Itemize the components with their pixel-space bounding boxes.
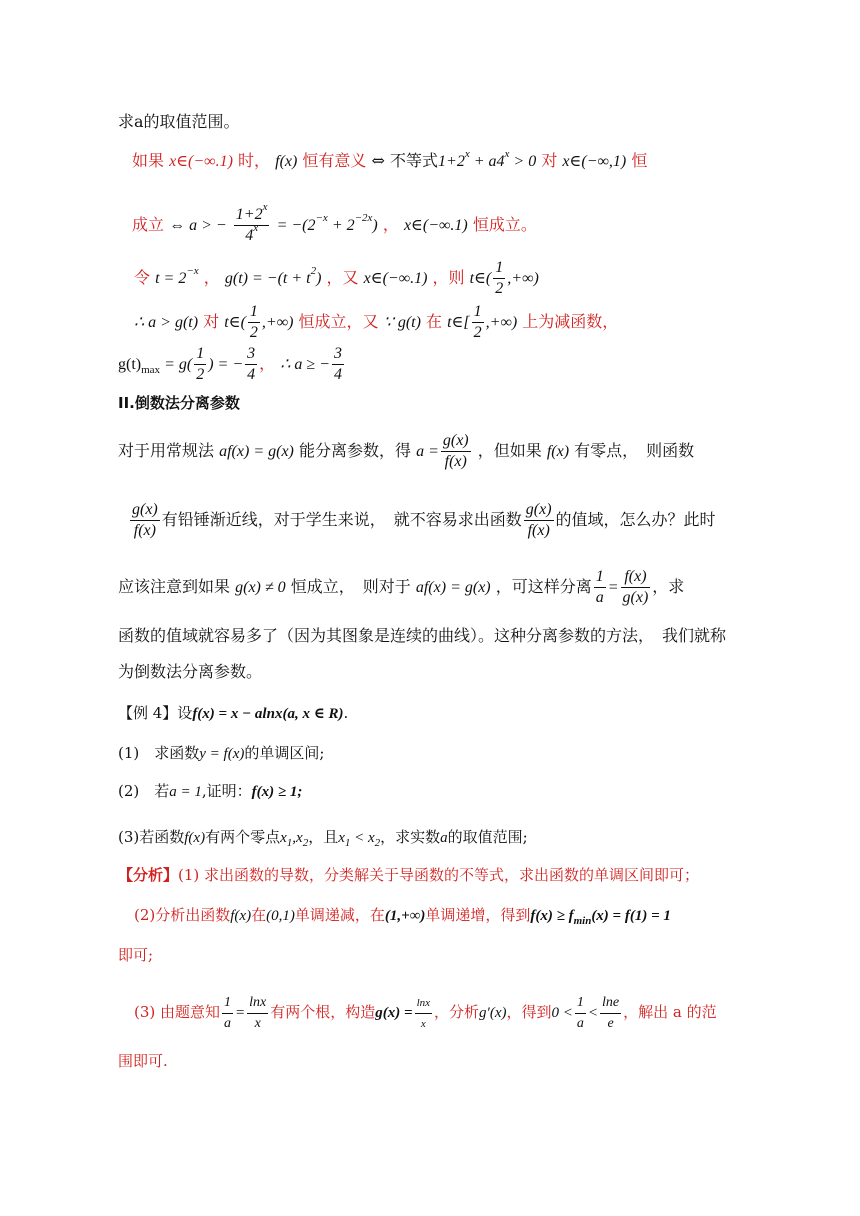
text-line [118, 111, 240, 133]
denominator: 2 [473, 324, 482, 341]
text: (1) 求出函数的导数，分类解关于导函数的不等式，求出函数的单调区间即可； [178, 866, 700, 884]
math-expression: t∈( [469, 270, 492, 287]
math-expression: f(x) [230, 908, 252, 924]
math-expression: af(x) = g(x) [415, 579, 491, 596]
fraction [594, 567, 606, 608]
math-expression: g(t) [118, 356, 142, 373]
math-expression: 1+2 [438, 153, 465, 170]
text: 恒有意义 [302, 151, 367, 170]
text: 如果 [132, 151, 165, 170]
fraction [234, 201, 270, 246]
denominator: 2 [495, 280, 504, 297]
paragraph-line: 为倒数法分离参数。 [118, 662, 263, 681]
text: 的值域，怎么办？此时 [555, 510, 716, 529]
subscript: 2 [302, 837, 309, 849]
subscript: 1 [344, 837, 351, 849]
question-3 [118, 826, 528, 849]
fraction [415, 993, 432, 1034]
math-expression: < x [350, 830, 375, 846]
math-expression: af(x) = g(x) [219, 443, 294, 460]
analysis-label: 【分析】 [118, 866, 179, 884]
numerator: 1 [222, 993, 233, 1014]
analysis-line [118, 864, 699, 886]
denominator: x [254, 1015, 261, 1031]
numerator: 1 [493, 258, 505, 279]
solution-line [118, 342, 346, 386]
math-expression: + a4 [469, 153, 505, 170]
superscript: x [504, 148, 510, 160]
text: 能分离参数，得 [298, 441, 411, 460]
text: ，求 [652, 577, 685, 596]
numerator: 3 [245, 344, 257, 365]
denominator: 4 [247, 366, 256, 383]
math-symbol: ⇔ [371, 151, 385, 170]
math-expression: y = f(x) [199, 746, 245, 762]
math-expression: (0,1) [266, 908, 295, 924]
numerator: 1+2 [235, 206, 263, 223]
math-expression: x∈(−∞.1) [169, 153, 233, 170]
subscript: max [141, 364, 161, 376]
fraction [472, 302, 484, 343]
subscript: min [573, 915, 592, 927]
superscript: −x [315, 212, 328, 224]
fraction [524, 500, 554, 541]
paragraph-text: 求a的取值范围。 [118, 112, 240, 131]
math-expression: a = [416, 443, 439, 460]
text: (2) 若 [118, 782, 170, 800]
fraction [441, 431, 471, 472]
math-symbol: < [587, 1005, 598, 1021]
subscript: 2 [374, 837, 381, 849]
text: ,证明： [201, 782, 252, 800]
text: 恒成立， 则对于 [290, 577, 411, 596]
denominator: 2 [249, 324, 258, 341]
math-expression: ) [316, 270, 322, 287]
math-expression: g′(x) [479, 1005, 507, 1021]
math-expression: (1,+∞) [384, 908, 426, 924]
math-expression: 0 < [551, 1005, 573, 1021]
text: 时， [238, 151, 271, 170]
paragraph-line [128, 497, 716, 543]
math-expression: (x) = f(1) = 1 [591, 908, 671, 924]
paragraph-line: 函数的值域就容易多了（因为其图象是连续的曲线）。这种分离参数的方法， 我们就称 [118, 626, 727, 645]
denominator: f(x) [133, 522, 156, 539]
math-expression: + 2 [327, 217, 355, 234]
fraction [332, 344, 344, 385]
numerator: 1 [472, 302, 484, 323]
subscript: 1 [286, 837, 293, 849]
math-expression: a [440, 830, 448, 846]
fraction [493, 258, 505, 299]
math-expression: x∈(−∞,1) [562, 153, 627, 170]
solution-line [132, 203, 537, 247]
math-expression: f(x) = x − alnx(a, x ∈ R) [192, 706, 344, 722]
text: 单调递增，得到 [425, 906, 531, 924]
math-expression: f(x) ≥ f [530, 908, 574, 924]
denominator: f(x) [444, 453, 467, 470]
superscript: −2x [354, 212, 373, 224]
question-1 [118, 742, 324, 765]
denominator: 4 [333, 366, 342, 383]
fraction [222, 993, 233, 1034]
superscript: 2 [310, 265, 317, 277]
text: . [343, 704, 349, 722]
text: ，但如果 [477, 441, 542, 460]
text: 的单调区间; [244, 744, 325, 762]
paragraph-line [118, 428, 694, 474]
text: ， [259, 354, 276, 373]
math-expression: x∈(−∞.1) [363, 270, 428, 287]
denominator: 4 [245, 227, 254, 244]
text: 有零点， 则函数 [574, 441, 695, 460]
text: ，分析 [434, 1003, 480, 1021]
text: 恒成立。 [472, 215, 537, 234]
text: 在 [426, 312, 443, 331]
fraction [245, 344, 257, 385]
analysis-line [134, 904, 671, 927]
denominator: e [607, 1015, 614, 1031]
math-expression: f(x) ≥ 1; [251, 784, 303, 800]
denominator: 2 [196, 366, 205, 383]
numerator: f(x) [621, 567, 651, 588]
math-expression: = −(2 [276, 217, 316, 234]
analysis-line: 即可; [118, 946, 154, 964]
text: (1) 求函数 [118, 744, 200, 762]
text: 令 [134, 268, 151, 287]
example-title [118, 702, 348, 725]
text: ，且 [308, 828, 339, 846]
text: ，又 [326, 268, 359, 287]
math-expression: x∈(−∞.1) [403, 217, 468, 234]
fraction [575, 993, 586, 1034]
text: ， [203, 268, 220, 287]
text: ， [382, 215, 399, 234]
fraction [130, 500, 160, 541]
math-expression: ∴ a ≥ − [280, 356, 330, 373]
math-expression: g(t) = −(t + t [224, 270, 311, 287]
math-expression: ⇔ a > − [169, 217, 227, 234]
denominator: a [576, 1015, 584, 1031]
text: (3)若函数 [118, 828, 185, 846]
text: ，则 [432, 268, 465, 287]
denominator: a [595, 589, 604, 606]
solution-line [134, 256, 539, 300]
numerator: 1 [594, 567, 606, 588]
denominator: g(x) [622, 589, 649, 606]
math-expression: ∵ g(t) [383, 314, 421, 331]
text: 对于用常规法 [118, 441, 215, 460]
math-expression: f(x) [275, 153, 298, 170]
text: 上为减函数， [522, 312, 619, 331]
math-expression: > 0 [509, 153, 537, 170]
math-expression: ,x [292, 830, 303, 846]
text: 有铅锤渐近线，对于学生来说， 就不容易求出函数 [161, 510, 522, 529]
fraction [194, 344, 206, 385]
fraction [248, 302, 260, 343]
text: ，可这样分离 [495, 577, 592, 596]
math-expression: x [338, 830, 345, 846]
math-expression: g(x) ≠ 0 [235, 579, 286, 596]
paragraph-line [118, 564, 684, 610]
numerator: lne [600, 993, 621, 1014]
text: 对 [541, 151, 558, 170]
solution-line [132, 150, 647, 173]
text: 恒 [631, 151, 648, 170]
text: ，解出 a 的范 [623, 1003, 717, 1021]
math-expression: t∈( [224, 314, 246, 331]
superscript: x [262, 201, 268, 213]
denominator: f(x) [527, 522, 550, 539]
fraction [621, 567, 651, 608]
superscript: −x [186, 265, 199, 277]
denominator: x [420, 1017, 426, 1030]
text: 有两个根，构造 [270, 1003, 376, 1021]
text: 在 [251, 906, 267, 924]
numerator: 1 [194, 344, 206, 365]
text: (3) 由题意知 [134, 1003, 221, 1021]
math-expression: t∈[ [447, 314, 470, 331]
text: (2)分析出函数 [134, 906, 231, 924]
section-heading: II.倒数法分离参数 [118, 394, 240, 412]
math-expression: ) [372, 217, 378, 234]
math-expression: f(x) [184, 830, 206, 846]
text: 应该注意到如果 [118, 577, 231, 596]
superscript: x [464, 148, 470, 160]
analysis-line [134, 982, 717, 1042]
numerator: lnx [415, 993, 432, 1014]
numerator: g(x) [130, 500, 160, 521]
math-expression: = g( [160, 356, 193, 373]
math-expression: ∴ a > g(t) [134, 314, 199, 331]
numerator: 3 [332, 344, 344, 365]
fraction [247, 993, 268, 1034]
text: ，求实数 [380, 828, 441, 846]
fraction [600, 993, 621, 1034]
text: ，得到 [506, 1003, 552, 1021]
math-expression: ,+∞) [261, 314, 294, 331]
numerator: lnx [247, 993, 268, 1014]
math-expression: a = 1 [169, 784, 202, 800]
denominator: a [224, 1015, 232, 1031]
text: 【例 4】设 [118, 704, 193, 722]
question-2 [118, 780, 302, 803]
numerator: g(x) [441, 431, 471, 452]
text: 单调递减，在 [294, 906, 385, 924]
math-symbol: = [607, 579, 619, 596]
math-expression: ,+∞) [485, 314, 518, 331]
math-expression: ) = − [208, 356, 244, 373]
math-symbol: = [235, 1005, 246, 1021]
text: 不等式 [390, 151, 439, 170]
math-expression: g(x) = [375, 1005, 413, 1021]
math-expression: ,+∞) [507, 270, 539, 287]
text: 的取值范围; [447, 828, 528, 846]
text: 恒成立，又 [298, 312, 379, 331]
text: 对 [203, 312, 220, 331]
math-expression: x [280, 830, 287, 846]
superscript: x [253, 222, 259, 234]
analysis-line: 围即可. [118, 1052, 168, 1070]
math-expression: f(x) [546, 443, 570, 460]
numerator: g(x) [524, 500, 554, 521]
numerator: 1 [575, 993, 586, 1014]
text: 有两个零点 [205, 828, 281, 846]
math-expression: t = 2 [155, 270, 187, 287]
numerator: 1 [248, 302, 260, 323]
solution-line [134, 300, 618, 344]
text: 成立 [132, 215, 165, 234]
